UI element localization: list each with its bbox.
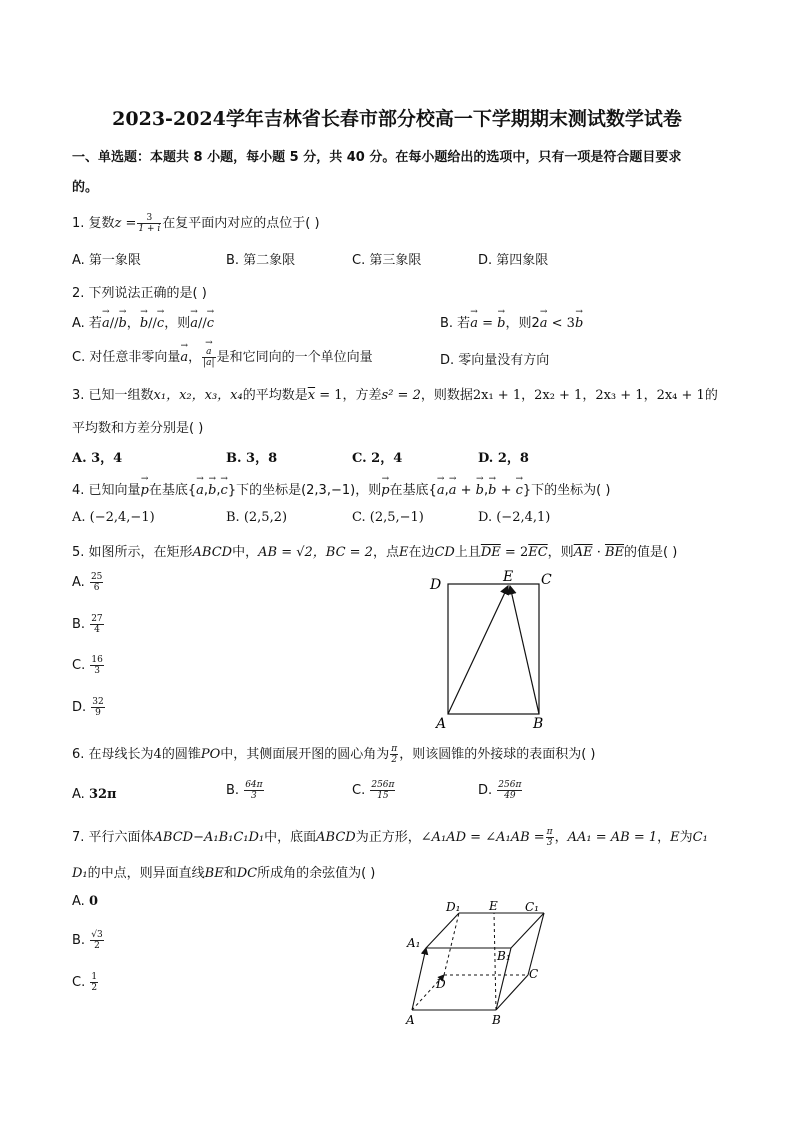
question-3-line1: 3. 已知一组数x₁，x₂，x₃，x₄的平均数是$\overline{x} = 1$，方差s² = 2，则数据2x₁ + 1，2x₂ + 1，2x₃ + 1，2x₄ + 1的 xyxy=(72,388,718,403)
question-7-line1: 7. 平行六面体ABCD−A₁B₁C₁D₁中，底面ABCD为正方形，∠A₁AD = ∠A₁AB = $\frac{\pi}{3}$ ，AA₁ = AB = 1，E为C₁ xyxy=(72,827,708,848)
q4-option-b[interactable]: B. (2,5,2) xyxy=(226,510,288,525)
question-6-stem: 6. 在母线长为4的圆锥PO中，其侧面展开图的圆心角为 $\frac{\pi}{2}$ ，则该圆锥的外接球的表面积为( ) xyxy=(72,744,596,765)
q3-option-c[interactable]: C. 2，4 xyxy=(352,451,403,466)
label-b1: B₁ xyxy=(497,949,511,963)
label-c1: C₁ xyxy=(525,900,539,914)
vector-be xyxy=(510,586,539,714)
q2-unit-vector-fraction: $\frac{a \to}{|a|}$ xyxy=(202,347,215,368)
q3-option-a[interactable]: A. 3，4 xyxy=(72,451,123,466)
label-e: E xyxy=(503,569,514,585)
question-7-line2: D₁的中点，则异面直线BE和DC所成角的余弦值为( ) xyxy=(72,866,376,881)
vector-ae xyxy=(448,586,508,714)
q4-option-d[interactable]: D. (−2,4,1) xyxy=(478,510,551,525)
q5-option-a[interactable]: A. $\frac{25}{6}$ xyxy=(72,572,103,593)
q7-option-c[interactable]: C. $\frac{1}{2}$ xyxy=(72,972,98,993)
edge-cc1 xyxy=(528,913,544,975)
q1-suffix: 在复平面内对应的点位于( ) xyxy=(162,216,320,231)
label-b: B xyxy=(492,1013,501,1027)
q1-option-d[interactable]: D. 第四象限 xyxy=(478,253,549,268)
segment-be xyxy=(494,913,496,1010)
label-a: A xyxy=(436,716,447,732)
q3-option-d[interactable]: D. 2，8 xyxy=(478,451,529,466)
question-1-stem xyxy=(72,212,320,234)
label-c: C xyxy=(541,572,552,588)
q6-option-b[interactable]: B. $\frac{64\pi}{3}$ xyxy=(226,780,263,801)
q1-option-b[interactable]: B. 第二象限 xyxy=(226,253,296,268)
edge-dd1 xyxy=(444,913,459,975)
parallelepiped-figure xyxy=(398,898,558,1028)
q3-option-b[interactable]: B. 3，8 xyxy=(226,451,278,466)
edge-a1d1 xyxy=(426,913,459,948)
q5-option-b[interactable]: B. $\frac{27}{4}$ xyxy=(72,614,103,635)
q2-option-d[interactable]: D. 零向量没有方向 xyxy=(440,353,550,368)
label-d: D xyxy=(436,977,446,991)
q1-equation: z = xyxy=(114,216,137,231)
edge-aa1 xyxy=(412,948,426,1010)
q6-option-a[interactable]: A. 32π xyxy=(72,787,117,802)
label-c: C xyxy=(529,967,539,981)
rectangle-figure xyxy=(420,562,570,734)
label-b: B xyxy=(533,716,544,732)
label-a1: A₁ xyxy=(407,936,421,950)
label-d: D xyxy=(430,577,442,593)
question-3-line2: 平均数和方差分别是( ) xyxy=(72,421,204,436)
q1-prefix: 1. 复数 xyxy=(72,216,115,231)
q2-option-a[interactable]: A. 若a →//b →，b →//c →，则a →//c → xyxy=(72,312,214,331)
label-e: E xyxy=(489,899,498,913)
edge-bc xyxy=(496,975,528,1010)
question-5-stem: 5. 如图所示，在矩形ABCD中，AB = √2，BC = 2，点E在边CD上且$\overline{DE} = 2\overline{EC}$，则$\overline{AE} \cdot \overline{BE}$的值是( ) xyxy=(72,545,678,560)
q2-option-b[interactable]: B. 若a → = b →，则2a → < 3b → xyxy=(440,312,583,331)
q7-option-a[interactable]: A. 0 xyxy=(72,894,98,909)
q6-option-d[interactable]: D. $\frac{256\pi}{49}$ xyxy=(478,780,522,801)
q6-option-c[interactable]: C. $\frac{256\pi}{15}$ xyxy=(352,780,395,801)
q2-option-c[interactable]: C. 对任意非零向量a →， $\frac{a \to}{|a|}$ 是和它同向的一个单位向量 xyxy=(72,346,373,368)
q7-option-b[interactable]: B. $\frac{√3}{2}$ xyxy=(72,930,103,951)
q1-fraction: $\frac{3}{1 + i}$ xyxy=(138,213,161,234)
q1-option-a[interactable]: A. 第一象限 xyxy=(72,253,141,268)
q1-option-c[interactable]: C. 第三象限 xyxy=(352,253,422,268)
question-2-stem: 2. 下列说法正确的是( ) xyxy=(72,286,207,301)
label-d1: D₁ xyxy=(446,900,461,914)
rectangle-abcd xyxy=(448,584,539,714)
question-4-stem: 4. 已知向量p →在基底{a →,b →,c →}下的坐标是(2,3,−1)，则p →在基底{a →,a → + b →,b → + c →}下的坐标为( ) xyxy=(72,479,610,498)
q5-option-d[interactable]: D. $\frac{32}{9}$ xyxy=(72,697,104,718)
q4-option-a[interactable]: A. (−2,4,−1) xyxy=(72,510,155,525)
q4-option-c[interactable]: C. (2,5,−1) xyxy=(352,510,424,525)
section-heading-line1: 一、单选题：本题共 8 小题，每小题 5 分，共 40 分。在每小题给出的选项中，只有一项是符合题目要求 xyxy=(72,150,682,165)
section-heading-line2: 的。 xyxy=(72,180,99,195)
q5-option-c[interactable]: C. $\frac{16}{3}$ xyxy=(72,655,103,676)
label-a: A xyxy=(406,1013,415,1027)
page-title: 2023-2024学年吉林省长春市部分校高一下学期期末测试数学试卷 xyxy=(112,108,682,130)
